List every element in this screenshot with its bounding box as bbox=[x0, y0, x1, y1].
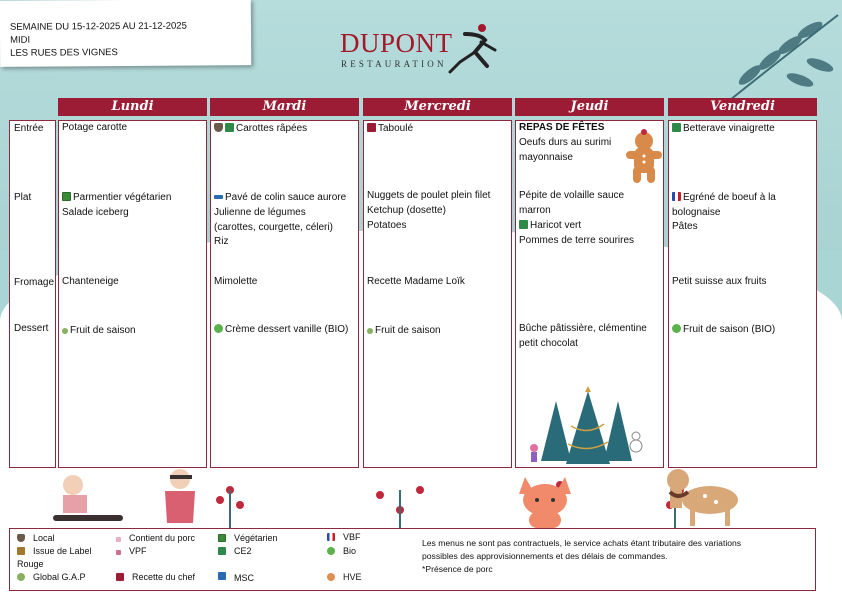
chef-recipe-icon bbox=[367, 123, 376, 132]
logo-brand: DUPONT bbox=[340, 28, 453, 58]
plat-item: marron bbox=[519, 205, 551, 216]
local-icon bbox=[214, 123, 223, 132]
plat-item: Pâtes bbox=[672, 221, 698, 232]
legend-ce2: CE2 bbox=[218, 546, 252, 556]
runner-icon bbox=[445, 22, 500, 74]
hve-icon bbox=[327, 573, 335, 581]
legend-panel bbox=[9, 528, 816, 591]
day-column-vendredi bbox=[668, 120, 817, 468]
info-box bbox=[0, 0, 251, 67]
plat-item: Pommes de terre sourires bbox=[519, 235, 635, 246]
week-range: SEMAINE DU 15-12-2025 AU 21-12-2025 bbox=[9, 20, 187, 33]
bio-icon bbox=[327, 547, 335, 555]
legend-vegetarien: Végétarien bbox=[218, 533, 278, 543]
dessert-item: petit chocolat bbox=[519, 338, 578, 349]
ce2-icon bbox=[519, 220, 528, 229]
plat-item: Riz bbox=[214, 236, 229, 247]
label-fromage: Fromage bbox=[14, 277, 55, 288]
vpf-icon bbox=[116, 550, 121, 555]
plat-item: Ketchup (dosette) bbox=[367, 205, 446, 216]
bio-icon bbox=[672, 324, 681, 333]
legend-local: Local bbox=[17, 533, 55, 543]
plat-item: Haricot vert bbox=[519, 219, 581, 234]
dessert-item: Fruit de saison (BIO) bbox=[672, 323, 775, 338]
label-entree: Entrée bbox=[14, 123, 44, 134]
fox-illustration bbox=[515, 472, 575, 528]
local-icon bbox=[17, 534, 25, 542]
dupont-logo bbox=[340, 22, 510, 77]
msc-icon bbox=[218, 572, 226, 580]
legend-global-gap: Global G.A.P bbox=[17, 572, 86, 582]
plat-item: bolognaise bbox=[672, 207, 721, 218]
ce2-icon bbox=[225, 123, 234, 132]
plat-item: (carottes, courgette, céleri) bbox=[214, 222, 333, 233]
porc-note: *Présence de porc bbox=[422, 564, 493, 574]
entree-item: Potage carotte bbox=[62, 122, 128, 133]
fromage-item: Mimolette bbox=[214, 276, 258, 287]
vbf-icon bbox=[672, 192, 681, 201]
legend-porc: Contient du porc bbox=[116, 533, 195, 543]
plat-item: Egréné de boeuf à la bbox=[672, 191, 776, 206]
christmas-trees-icon bbox=[526, 386, 651, 468]
label-rouge-icon bbox=[17, 547, 25, 555]
vegetarian-icon bbox=[62, 192, 71, 201]
day-header-mardi: Mardi bbox=[210, 98, 359, 116]
ce2-icon bbox=[672, 123, 681, 132]
deer-illustration bbox=[650, 460, 745, 528]
bio-icon bbox=[214, 324, 223, 333]
gingerbread-icon bbox=[624, 129, 664, 187]
legend-bio: Bio bbox=[327, 546, 356, 556]
plat-item: Julienne de légumes bbox=[214, 207, 306, 218]
global-gap-icon bbox=[17, 573, 25, 581]
day-header-mercredi: Mercredi bbox=[363, 98, 512, 116]
msc-icon bbox=[214, 195, 223, 199]
disclaimer-line-2: possibles des approvisionnements et des délais de commandes. bbox=[422, 551, 668, 561]
day-header-jeudi: Jeudi bbox=[515, 98, 664, 116]
row-labels bbox=[9, 120, 56, 468]
plat-item: Pépite de volaille sauce bbox=[519, 190, 625, 201]
day-header-vendredi: Vendredi bbox=[668, 98, 817, 116]
legend-label-rouge-line2: Rouge bbox=[17, 559, 44, 569]
berries-decoration bbox=[200, 470, 700, 530]
fromage-item: Petit suisse aux fruits bbox=[672, 276, 767, 287]
disclaimer-line-1: Les menus ne sont pas contractuels, le service achats étant tributaire des variations bbox=[422, 538, 742, 548]
global-gap-icon bbox=[62, 328, 68, 334]
day-column-jeudi bbox=[515, 120, 664, 468]
plat-item: Nuggets de poulet plein filet bbox=[367, 190, 491, 201]
label-plat: Plat bbox=[14, 192, 32, 203]
dessert-item: Crème dessert vanille (BIO) bbox=[214, 323, 348, 338]
day-column-mercredi bbox=[363, 120, 512, 468]
entree-item: Carottes râpées bbox=[214, 122, 307, 137]
legend-chef: Recette du chef bbox=[116, 572, 195, 582]
logo-subtitle: RESTAURATION bbox=[341, 59, 447, 69]
ce2-icon bbox=[218, 547, 226, 555]
plat-item: Salade iceberg bbox=[62, 207, 129, 218]
entree-item: mayonnaise bbox=[519, 152, 573, 163]
legend-vpf: VPF bbox=[116, 546, 147, 556]
meal-type: MIDI bbox=[10, 34, 31, 46]
label-dessert: Dessert bbox=[14, 323, 49, 334]
legend-vbf: VBF bbox=[327, 532, 361, 542]
vbf-icon bbox=[327, 533, 335, 541]
fromage-item: Recette Madame Loïk bbox=[367, 276, 465, 287]
chef-recipe-icon bbox=[116, 573, 124, 581]
day-column-lundi bbox=[58, 120, 207, 468]
entree-item: Oeufs durs au surimi bbox=[519, 137, 612, 148]
dessert-item: Bûche pâtissière, clémentine bbox=[519, 323, 647, 334]
entree-item: Taboulé bbox=[367, 122, 413, 137]
entree-item: Betterave vinaigrette bbox=[672, 122, 775, 137]
day-column-mardi bbox=[210, 120, 359, 468]
plat-item: Pavé de colin sauce aurore bbox=[214, 191, 346, 206]
dessert-item: Fruit de saison bbox=[62, 324, 136, 339]
plat-item: Parmentier végétarien bbox=[62, 191, 171, 206]
legend-hve: HVE bbox=[327, 572, 362, 582]
plat-item: Potatoes bbox=[367, 220, 407, 231]
dessert-item: Fruit de saison bbox=[367, 324, 441, 339]
special-meal-title: REPAS DE FÊTES bbox=[519, 122, 605, 133]
vegetarian-icon bbox=[218, 534, 226, 542]
kids-sledding-illustration bbox=[45, 465, 205, 527]
global-gap-icon bbox=[367, 328, 373, 334]
legend-msc: MSC bbox=[218, 572, 254, 583]
site-name: LES RUES DES VIGNES bbox=[10, 47, 118, 59]
fromage-item: Chanteneige bbox=[62, 276, 119, 287]
day-header-lundi: Lundi bbox=[58, 98, 207, 116]
porc-icon bbox=[116, 537, 121, 542]
legend-label-rouge: Issue de Label bbox=[17, 546, 92, 556]
